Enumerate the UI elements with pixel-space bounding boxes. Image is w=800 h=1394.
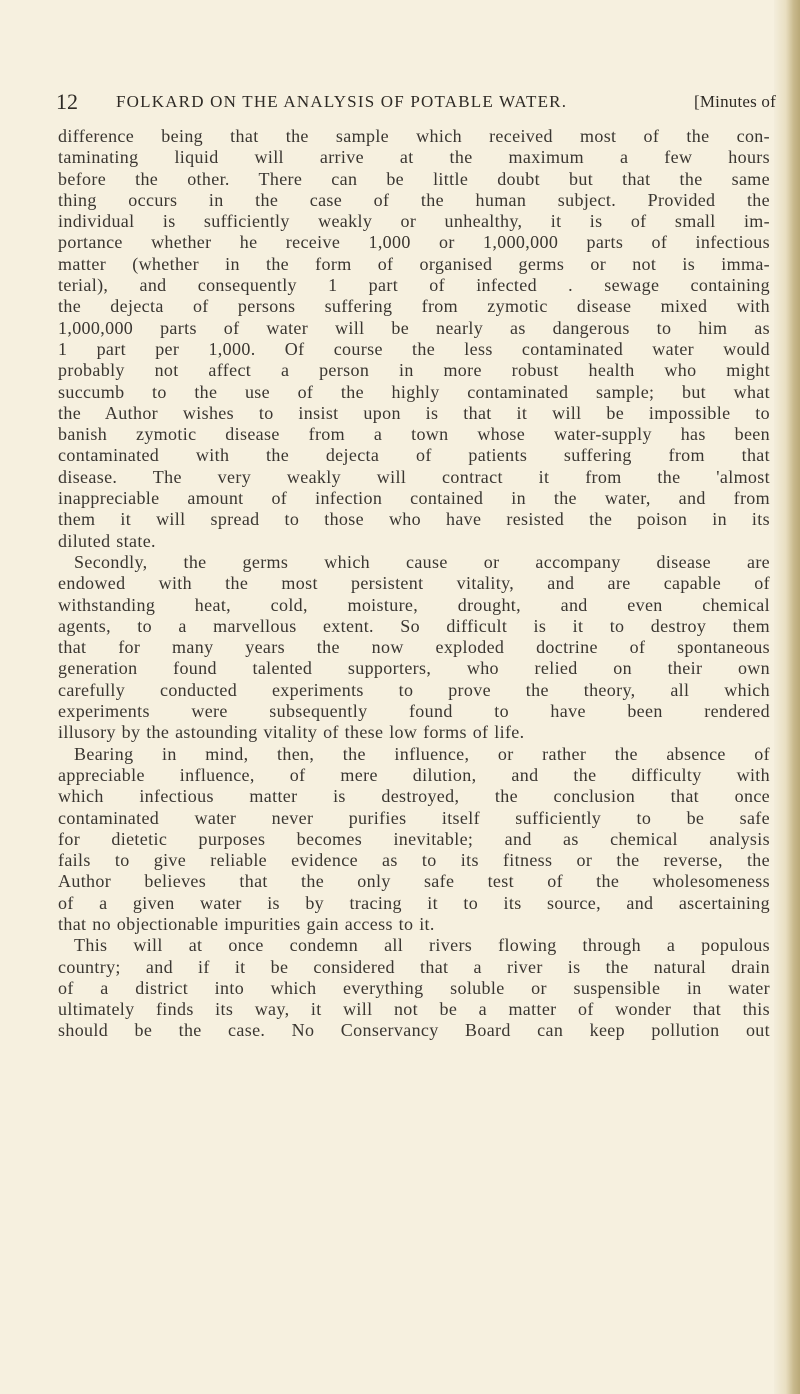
text-line: agents, to a marvellous extent. So difficult is it to destroy them (58, 615, 770, 636)
text-line: This will at once condemn all rivers flowing through a populous (74, 935, 770, 956)
text-line: matter (whether in the form of organised germs or not is imma- (58, 253, 770, 274)
text-line: carefully conducted experiments to prove the theory, all which (58, 679, 770, 700)
text-line: appreciable influence, of mere dilution, and the difficulty with (58, 764, 770, 785)
body-text (58, 126, 770, 1042)
running-title: FOLKARD ON THE ANALYSIS OF POTABLE WATER. (116, 92, 568, 111)
text-line: banish zymotic disease from a town whose water-supply has been (58, 424, 770, 445)
text-line: of a given water is by tracing it to its source, and ascertaining (58, 892, 770, 913)
text-line: thing occurs in the case of the human subject. Provided the (58, 189, 770, 210)
text-line: contaminated water never purifies itself sufficiently to be safe (58, 807, 770, 828)
text-line: individual is sufficiently weakly or unhealthy, it is of small im- (58, 211, 770, 232)
text-line: generation found talented supporters, who relied on their own (58, 658, 770, 679)
text-line: the Author wishes to insist upon is that it will be impossible to (58, 402, 770, 423)
text-line: experiments were subsequently found to have been rendered (58, 701, 770, 722)
text-line: country; and if it be considered that a river is the natural drain (58, 956, 770, 977)
text-line: probably not affect a person in more robust health who might (58, 360, 770, 381)
text-line: which infectious matter is destroyed, the conclusion that once (58, 786, 770, 807)
text-line: Bearing in mind, then, the influence, or rather the absence of (74, 743, 770, 764)
text-line: withstanding heat, cold, moisture, drought, and even chemical (58, 594, 770, 615)
text-line: that no objectionable impurities gain access to it. (58, 913, 435, 934)
text-line: before the other. There can be little doubt but that the same (58, 168, 770, 189)
text-line: succumb to the use of the highly contaminated sample; but what (58, 381, 770, 402)
section-label: [Minutes of (694, 92, 776, 111)
text-line: of a district into which everything soluble or suspensible in water (58, 977, 770, 998)
text-line: inappreciable amount of infection contained in the water, and from (58, 488, 770, 509)
running-header (56, 89, 776, 116)
text-line: 1,000,000 parts of water will be nearly as dangerous to him as (58, 317, 770, 338)
text-line: endowed with the most persistent vitality, and are capable of (58, 573, 770, 594)
text-line: them it will spread to those who have resisted the poison in its (58, 509, 770, 530)
text-line: 1 part per 1,000. Of course the less contaminated water would (58, 338, 770, 359)
text-line: illusory by the astounding vitality of these low forms of life. (58, 722, 525, 743)
text-line: Secondly, the germs which cause or accompany disease are (74, 551, 770, 572)
text-line: the dejecta of persons suffering from zymotic disease mixed with (58, 296, 770, 317)
text-line: portance whether he receive 1,000 or 1,000,000 parts of infectious (58, 232, 770, 253)
text-line: terial), and consequently 1 part of infected . sewage containing (58, 275, 770, 296)
text-line: disease. The very weakly will contract it from the 'almost (58, 466, 770, 487)
text-line: contaminated with the dejecta of patients suffering from that (58, 445, 770, 466)
text-line: for dietetic purposes becomes inevitable; and as chemical analysis (58, 828, 770, 849)
page-number: 12 (56, 89, 78, 114)
text-line: fails to give reliable evidence as to its fitness or the reverse, the (58, 850, 770, 871)
text-line: should be the case. No Conservancy Board can keep pollution out (58, 1020, 770, 1041)
text-line: that for many years the now exploded doctrine of spontaneous (58, 637, 770, 658)
text-line: Author believes that the only safe test of the wholesomeness (58, 871, 770, 892)
text-line: difference being that the sample which received most of the con- (58, 126, 770, 146)
page-edge-shadow (774, 0, 800, 1394)
text-line: ultimately finds its way, it will not be a matter of wonder that this (58, 999, 770, 1020)
text-line: taminating liquid will arrive at the maximum a few hours (58, 147, 770, 168)
text-line: diluted state. (58, 530, 156, 551)
